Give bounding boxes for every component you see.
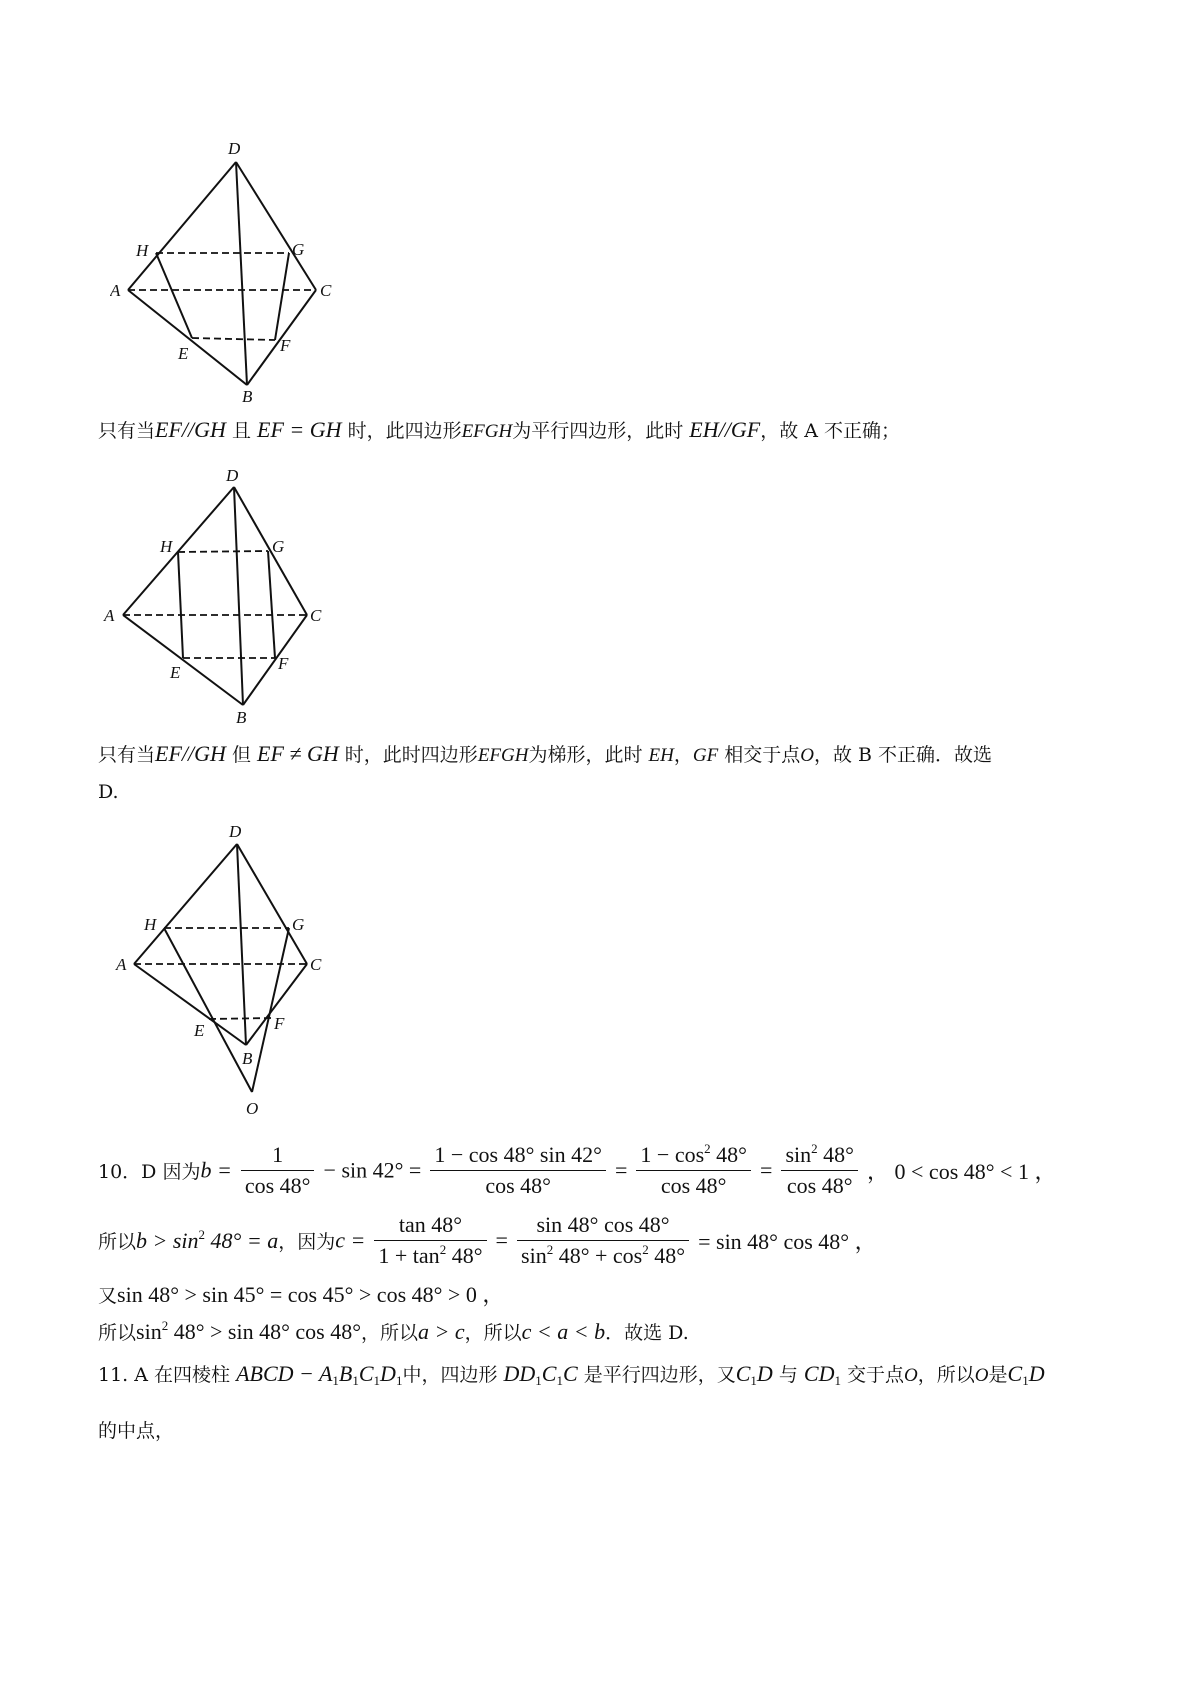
denominator xyxy=(517,1241,689,1271)
q10-line-2 xyxy=(98,1210,877,1280)
math: b = xyxy=(200,1157,232,1183)
text: 48° xyxy=(648,1243,686,1268)
math: ， xyxy=(476,1282,505,1307)
text: sin xyxy=(521,1243,547,1268)
denominator: cos 48° xyxy=(660,1173,727,1198)
text: 48° = a xyxy=(205,1227,279,1253)
text: CD xyxy=(803,1361,835,1386)
label-b: B xyxy=(242,387,253,405)
text: 的中点， xyxy=(98,1420,175,1442)
text: 是 xyxy=(988,1364,1008,1386)
subscript: 1 xyxy=(750,1373,757,1388)
text: C xyxy=(358,1361,374,1386)
figure-2-tetrahedron xyxy=(100,465,340,730)
label-c: C xyxy=(310,606,322,625)
superscript: 2 xyxy=(704,1141,711,1156)
figure-1-tetrahedron xyxy=(110,140,350,405)
math: a > c xyxy=(418,1319,465,1344)
text: 48° xyxy=(710,1142,747,1167)
math: EFGH xyxy=(477,745,529,766)
math: c = xyxy=(335,1227,366,1253)
text: ．故选 D. xyxy=(605,1322,689,1344)
label-d: D xyxy=(228,140,241,158)
label-d: D xyxy=(226,466,239,485)
denominator xyxy=(374,1241,486,1271)
text: 但 xyxy=(231,744,251,766)
subscript: 1 xyxy=(332,1373,339,1388)
label-a: A xyxy=(110,281,121,300)
superscript: 2 xyxy=(546,1242,554,1257)
subscript: 1 xyxy=(535,1373,542,1388)
math xyxy=(736,1361,773,1386)
text: C xyxy=(735,1361,751,1386)
text: ABCD − A xyxy=(236,1361,333,1386)
math xyxy=(804,1361,841,1386)
numerator: sin 48° cos 48° xyxy=(517,1210,689,1241)
text: C xyxy=(562,1361,578,1386)
fraction xyxy=(517,1210,689,1271)
superscript: 2 xyxy=(439,1242,447,1257)
denominator: cos 48° xyxy=(485,1173,551,1198)
text: D xyxy=(756,1361,773,1386)
math: O xyxy=(974,1365,989,1386)
numerator: 1 xyxy=(241,1140,315,1171)
label-g: G xyxy=(292,915,305,934)
text: 又 xyxy=(98,1285,118,1307)
text: 1 + tan xyxy=(378,1243,440,1268)
text: ，故 A 不正确； xyxy=(760,420,900,442)
text: 48° xyxy=(446,1243,483,1268)
label-e: E xyxy=(178,344,189,363)
q10-line-3 xyxy=(98,1278,504,1309)
label-b: B xyxy=(242,1049,253,1068)
q11-line-1 xyxy=(98,1360,1045,1387)
text: 11. A 在四棱柱 xyxy=(98,1364,231,1386)
label-a: A xyxy=(104,606,115,625)
label-c: C xyxy=(310,955,322,974)
label-h: H xyxy=(136,241,149,260)
text: b > sin xyxy=(136,1227,199,1253)
numerator xyxy=(781,1140,858,1171)
superscript: 2 xyxy=(161,1318,169,1333)
text: 48° > sin 48° cos 48° xyxy=(168,1319,362,1344)
label-e: E xyxy=(194,1021,205,1040)
fraction xyxy=(241,1140,315,1201)
label-d: D xyxy=(229,822,242,841)
math: ， 0 < cos 48° < 1 ， xyxy=(867,1159,1057,1184)
q10-line-4 xyxy=(98,1318,689,1345)
subscript: 1 xyxy=(556,1373,563,1388)
math: EF ≠ GH xyxy=(257,741,339,766)
text: D xyxy=(380,1361,396,1386)
math xyxy=(136,1319,361,1344)
fraction xyxy=(430,1140,606,1201)
text: 48° + cos xyxy=(553,1243,643,1268)
math: EF//GH xyxy=(155,417,226,442)
text: 相交于点 xyxy=(724,744,801,766)
math xyxy=(1008,1361,1045,1386)
math: sin 48° > sin 45° = cos 45° > cos 48° > 0 xyxy=(117,1282,477,1307)
math xyxy=(236,1361,402,1386)
text: 1 − cos xyxy=(640,1142,705,1167)
subscript: 1 xyxy=(834,1373,841,1388)
denominator: cos 48° xyxy=(786,1173,853,1198)
numerator: tan 48° xyxy=(374,1210,486,1241)
text: 为梯形，此时 xyxy=(528,744,643,766)
text: 为平行四边形，此时 xyxy=(512,420,684,442)
label-e: E xyxy=(170,663,181,682)
subscript: 1 xyxy=(1022,1373,1029,1388)
text: 时，此时四边形 xyxy=(344,744,478,766)
subscript: 1 xyxy=(373,1373,381,1388)
text: 只有当 xyxy=(98,744,156,766)
math: = xyxy=(614,1157,628,1183)
text: 与 xyxy=(778,1364,798,1386)
text: 且 xyxy=(231,420,251,442)
math xyxy=(504,1361,578,1386)
text: ，所以 xyxy=(361,1322,419,1344)
text: 只有当 xyxy=(98,420,156,442)
text: 交于点 xyxy=(847,1364,905,1386)
text: ，故 B 不正确．故选 xyxy=(814,744,993,766)
text: sin xyxy=(136,1319,162,1344)
math: EF = GH xyxy=(257,417,342,442)
text: 所以 xyxy=(98,1322,137,1344)
label-h: H xyxy=(144,915,157,934)
math: = sin 48° cos 48° ， xyxy=(698,1229,877,1254)
math: = xyxy=(495,1227,508,1253)
text: 10．D 因为 xyxy=(98,1161,201,1183)
label-f: F xyxy=(274,1014,285,1033)
math xyxy=(136,1228,278,1253)
text: sin xyxy=(785,1142,812,1167)
math: c < a < b xyxy=(521,1319,606,1344)
label-o: O xyxy=(246,1099,259,1118)
math: EFGH xyxy=(461,421,513,442)
text: 时，此四边形 xyxy=(347,420,462,442)
label-h: H xyxy=(160,537,173,556)
text: ， xyxy=(673,744,693,766)
label-g: G xyxy=(272,537,285,556)
fraction xyxy=(636,1140,751,1201)
superscript: 2 xyxy=(198,1226,206,1242)
text: 48° xyxy=(817,1142,854,1167)
denominator: cos 48° xyxy=(244,1173,311,1198)
math: GF xyxy=(692,745,719,766)
text: DD xyxy=(503,1361,536,1386)
superscript: 2 xyxy=(811,1141,818,1156)
subscript: 1 xyxy=(352,1373,359,1388)
q10-line-1 xyxy=(98,1140,1056,1210)
text: ，所以 xyxy=(464,1322,522,1344)
math: O xyxy=(800,745,814,766)
superscript: 2 xyxy=(642,1242,649,1257)
paragraph-trapezoid-case xyxy=(98,742,992,768)
paragraph-parallelogram-case xyxy=(98,418,900,444)
numerator: 1 − cos 48° sin 42° xyxy=(430,1140,606,1171)
text: 是平行四边形，又 xyxy=(583,1364,736,1386)
math: O xyxy=(904,1365,918,1386)
figure-3-tetrahedron xyxy=(112,822,342,1122)
label-f: F xyxy=(278,654,289,673)
text: ，因为 xyxy=(278,1231,336,1253)
text: ，所以 xyxy=(917,1364,975,1386)
text: 中，四边形 xyxy=(402,1364,498,1386)
math: EF//GH xyxy=(155,741,226,766)
text: D. xyxy=(98,781,119,803)
label-c: C xyxy=(320,281,332,300)
label-g: G xyxy=(292,240,305,259)
math: EH//GF xyxy=(689,417,761,442)
text: B xyxy=(338,1361,353,1386)
numerator xyxy=(636,1140,751,1171)
subscript: 1 xyxy=(395,1373,403,1388)
q11-line-2 xyxy=(98,1416,174,1443)
text: 所以 xyxy=(98,1231,137,1253)
label-b: B xyxy=(236,708,247,727)
text: C xyxy=(541,1361,557,1386)
fraction xyxy=(781,1140,858,1201)
text: D xyxy=(1028,1361,1045,1386)
math: EH xyxy=(648,745,674,766)
math: − sin 42° = xyxy=(323,1157,422,1183)
label-a: A xyxy=(116,955,127,974)
text: C xyxy=(1007,1361,1023,1386)
paragraph-trapezoid-case-cont xyxy=(98,780,119,804)
fraction xyxy=(374,1210,486,1271)
label-f: F xyxy=(280,336,291,355)
math: = xyxy=(760,1157,773,1183)
